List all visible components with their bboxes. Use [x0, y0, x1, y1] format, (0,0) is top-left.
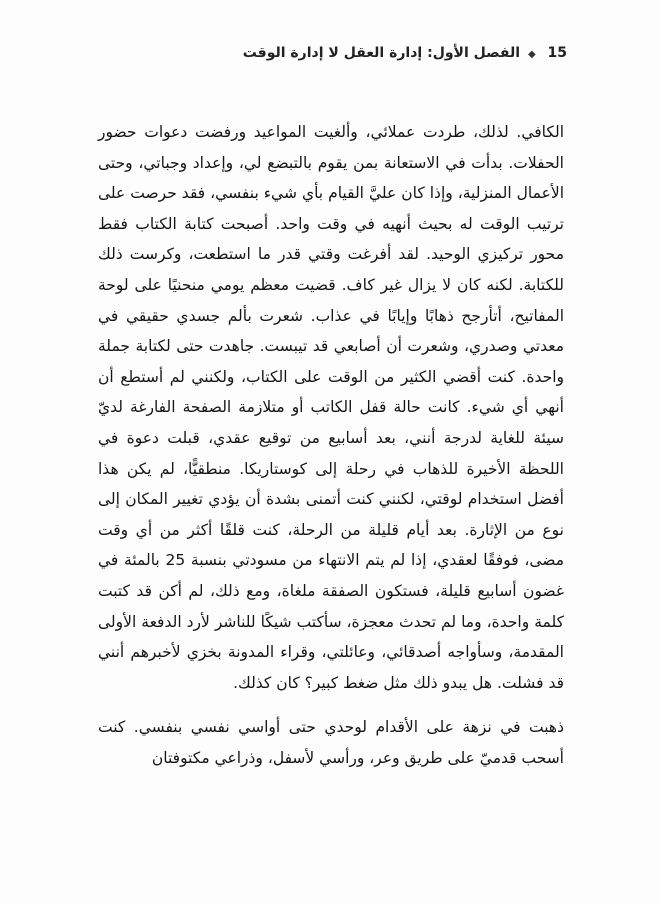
paragraph-2: ذهبت في نزهة على الأقدام لوحدي حتى أواسي نفسي بنفسي. كنت أسحب قدميّ على طريق وعر، ورأسي لأسفل، وذراعي مكتوفتان [98, 718, 564, 767]
page-number: 15 [547, 45, 567, 61]
body-text [98, 117, 564, 773]
header-colon: : [422, 45, 433, 61]
chapter-label: الفصل الأول [432, 45, 521, 61]
paragraph-1: الكافي. لذلك، طردت عملائي، وألغيت المواعيد ورفضت دعوات حضور الحفلات. بدأت في الاستعانة بمن يقوم بالتبضع لي، وإعداد وجباتي، وحتى الأعمال المنزلية، وإذا كان عليَّ القيام بأي شيء بنفسي، فقد حرصت على ترتيب الوقت له بحيث أنهيه في وقت واحد. أصبحت كتابة الكتاب فقط محور تركيزي الوحيد. لقد أفرغت وقتي قدر ما استطعت، وكرست ذلك للكتابة. لكنه كان لا يزال غير كاف. قضيت معظم يومي منحنيًا على لوحة المفاتيح، أتأرجح ذهابًا وإيابًا في عذاب. شعرت بألم جسدي حقيقي في معدتي وصدري، وشعرت أن أصابعي قد تيبست. جاهدت حتى لكتابة جملة واحدة. كنت أقضي الكثير من الوقت على الكتاب، ولكنني لم أستطع أن أنهي أي شيء. كانت حالة قفل الكاتب أو متلازمة الصفحة الفارغة لديّ سيئة للغاية لدرجة أنني، بعد أسابيع من توقيع عقدي، قبلت دعوة في اللحظة الأخيرة للذهاب في رحلة إلى كوستاريكا. منطقيًّا، لم يكن هذا أفضل استخدام لوقتي، لكنني كنت أتمنى بشدة أن يؤدي تغيير المكان إلى نوع من الإثارة. بعد أيام قليلة من الرحلة، كنت قلقًا أكثر من أي وقت مضى، فوفقًا لعقدي، إذا لم يتم الانتهاء من مسودتي بنسبة 25 بالمئة في غضون أسابيع قليلة، فستكون الصفقة ملغاة، ومع ذلك، لم أكن قد كتبت كلمة واحدة، وما لم تحدث معجزة، سأكتب شيكًا للناشر لأرد الدفعة الأولى المقدمة، وسأواجه أصدقائي، وعائلتي، وقراء المدونة بخزي لأخبرهم أنني قد فشلت. هل يبدو ذلك مثل ضغط كبير؟ كان كذلك. [98, 123, 564, 692]
running-header [87, 43, 567, 65]
chapter-title: إدارة العقل لا إدارة الوقت [242, 45, 423, 61]
header-separator: ◆ [527, 49, 536, 60]
